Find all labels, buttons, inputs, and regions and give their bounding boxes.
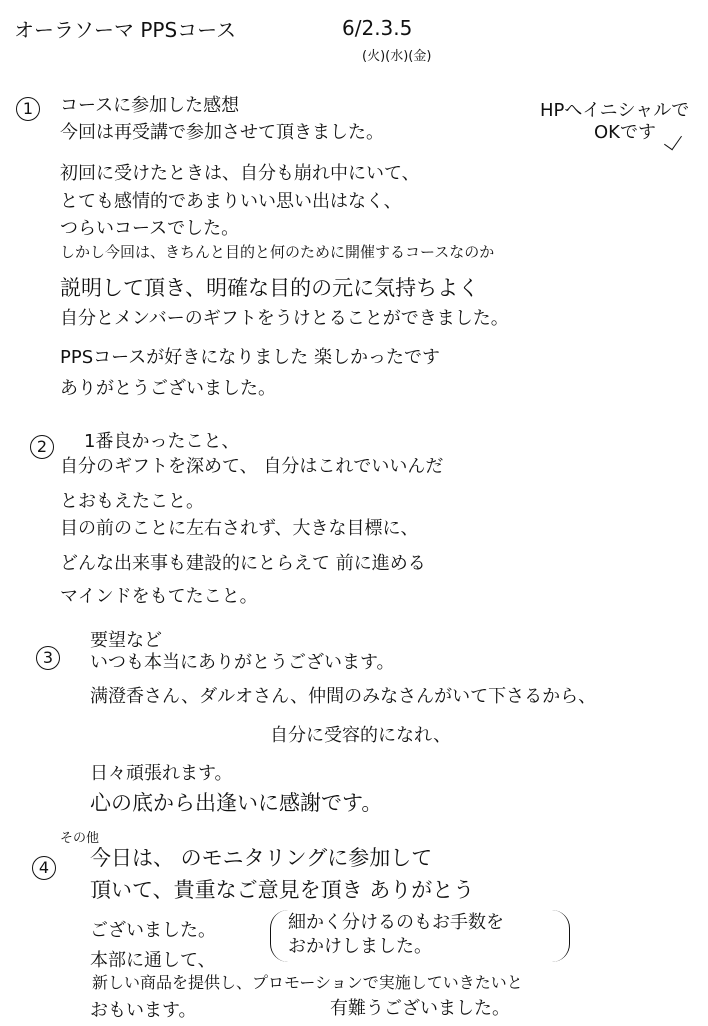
section-4-line: 新しい商品を提供し、プロモーションで実施していきたいと	[92, 973, 523, 992]
section-number-2: 2	[30, 435, 54, 459]
section-1-line: PPSコースが好きになりました 楽しかったです	[60, 347, 440, 368]
section-3-line: 心の底から出逢いに感謝です。	[90, 791, 383, 815]
section-1-heading: コースに参加した感想	[60, 95, 240, 116]
section-2-line: マインドをもてたこと。	[60, 586, 258, 607]
section-3-heading: 要望など	[90, 630, 162, 651]
section-1-line: 自分とメンバーのギフトをうけとることができました。	[60, 308, 509, 329]
section-3-line: 自分に受容的になれ、	[270, 725, 452, 746]
check-mark-icon	[664, 131, 682, 151]
section-4-line: 本部に通して、	[90, 950, 216, 971]
section-1-line: つらいコースでした。	[60, 218, 240, 239]
section-4-line: 頂いて、貴重なご意見を頂き ありがとう	[90, 878, 475, 902]
section-4-line: 有難うございました。	[330, 998, 510, 1019]
section-number-4: 4	[32, 856, 56, 880]
section-4-aside-line: 細かく分けるのもお手数を	[288, 912, 504, 933]
section-number-1: 1	[16, 97, 40, 121]
section-1-line: 今回は再受講で参加させて頂きました。	[60, 122, 384, 143]
section-3-line: 日々頑張れます。	[90, 763, 233, 784]
section-1-line: 初回に受けたときは、自分も崩れ中にいて、	[60, 163, 420, 184]
initials-note-line2: OKです	[594, 122, 656, 143]
section-1-line: しかし今回は、きちんと目的と何のために開催するコースなのか	[60, 243, 495, 261]
section-2-line: 目の前のことに左右されず、大きな目標に、	[60, 518, 419, 539]
section-3-line: いつも本当にありがとうございます。	[90, 652, 395, 673]
section-4-line: ございました。	[90, 920, 216, 941]
course-title: オーラソーマ PPSコース	[14, 18, 237, 42]
initials-note-line1: HPへイニシャルで	[540, 100, 690, 121]
section-4-aside-line: おかけしました。	[288, 936, 432, 957]
section-2-line: とおもえたこと。	[60, 491, 204, 512]
section-1-line: とても感情的であまりいい思い出はなく、	[60, 191, 402, 212]
section-4-line: おもいます。	[90, 1000, 197, 1021]
section-1-line: ありがとうございました。	[60, 378, 276, 399]
section-2-line: どんな出来事も建設的にとらえて 前に進める	[60, 553, 426, 574]
section-number-3: 3	[36, 646, 60, 670]
section-2-heading: 1番良かったこと、	[84, 431, 240, 452]
section-2-line: 自分のギフトを深めて、 自分はこれでいいんだ	[60, 456, 444, 477]
section-1-line: 説明して頂き、明確な目的の元に気持ちよく	[60, 276, 480, 300]
section-4-line: 今日は、 のモニタリングに参加して	[90, 846, 433, 870]
course-weekdays: (火)(水)(金)	[362, 49, 432, 64]
section-4-aside: その他	[60, 831, 100, 846]
section-3-line: 满澄香さん、ダルオさん、仲間のみなさんがいて下さるから、	[90, 686, 597, 707]
course-dates: 6/2.3.5	[342, 16, 413, 40]
